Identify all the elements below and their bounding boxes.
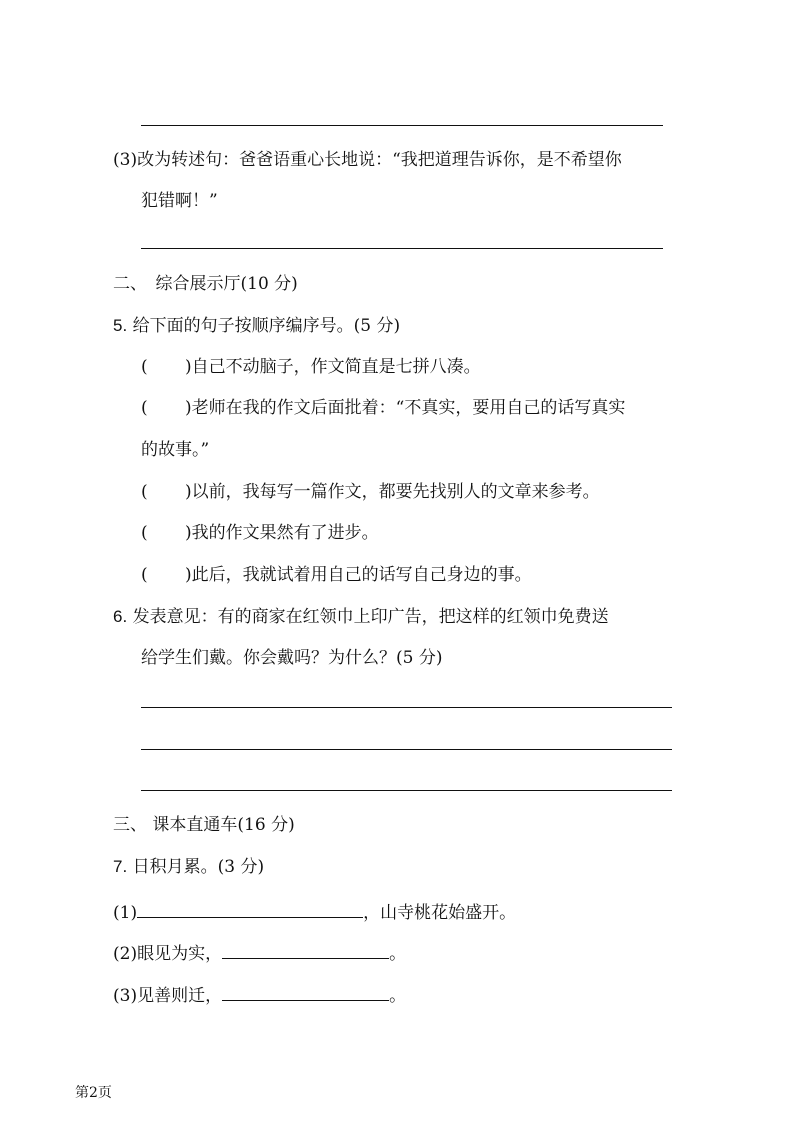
question-6-line2: 给学生们戴。你会戴吗？为什么？(5 分) (141, 648, 443, 668)
order-item-text: 我的作文果然有了进步。 (191, 523, 379, 543)
answer-line[interactable] (141, 125, 663, 126)
q4-3-text-line2: 犯错啊！” (141, 191, 218, 211)
question-number: 7. (113, 857, 128, 876)
answer-line[interactable] (141, 707, 672, 708)
order-item-3: ( )以前，我每写一篇作文，都要先找别人的文章来参考。 (141, 482, 600, 502)
fill-blank[interactable] (137, 901, 363, 918)
order-input[interactable]: ( (141, 398, 148, 418)
question-number: 5. (113, 316, 128, 335)
order-input[interactable]: ( (141, 357, 148, 377)
order-item-5: ( )此后，我就试着用自己的话写自己身边的事。 (141, 565, 532, 585)
order-item-2-continuation: 的故事。” (141, 440, 210, 460)
order-item-text: 自己不动脑子，作文简直是七拼八凑。 (191, 357, 481, 377)
question-number: 6. (113, 607, 128, 626)
question-7 (113, 858, 264, 876)
section-heading: 二、 综合展示厅(10 分) (113, 274, 298, 294)
fill-blank[interactable] (222, 942, 389, 959)
question-prompt: 发表意见：有的商家在红领巾上印广告，把这样的红领巾免费送 (132, 607, 609, 627)
q7-item-3: (3)见善则迁， 。 (113, 986, 407, 1006)
question-prompt: 日积月累。(3 分) (132, 857, 265, 877)
q7-item-2: (2)眼见为实， 。 (113, 944, 407, 964)
question-6 (113, 608, 609, 626)
answer-line[interactable] (141, 790, 672, 791)
order-item-text: 此后，我就试着用自己的话写自己身边的事。 (191, 565, 532, 585)
answer-line[interactable] (141, 749, 672, 750)
order-item-text: 老师在我的作文后面批着：“不真实，要用自己的话写真实 (191, 398, 626, 418)
order-item-4: ( )我的作文果然有了进步。 (141, 523, 379, 543)
order-item-1: ( )自己不动脑子，作文简直是七拼八凑。 (141, 357, 481, 377)
answer-line[interactable] (141, 248, 663, 249)
order-input[interactable]: ( (141, 565, 148, 585)
question-prompt: 给下面的句子按顺序编序号。(5 分) (132, 316, 401, 336)
order-item-2: ( )老师在我的作文后面批着：“不真实，要用自己的话写真实 (141, 398, 626, 418)
section-heading: 三、 课本直通车(16 分) (113, 815, 295, 835)
q4-3-text-line1: (3)改为转述句：爸爸语重心长地说：“我把道理告诉你，是不希望你 (113, 150, 622, 170)
question-5 (113, 317, 400, 335)
q7-item-1: (1) ，山寺桃花始盛开。 (113, 903, 517, 923)
fill-blank[interactable] (222, 984, 389, 1001)
page-number: 第2页 (75, 1085, 112, 1101)
order-item-text: 以前，我每写一篇作文，都要先找别人的文章来参考。 (191, 482, 600, 502)
order-input[interactable]: ( (141, 523, 148, 543)
order-input[interactable]: ( (141, 482, 148, 502)
